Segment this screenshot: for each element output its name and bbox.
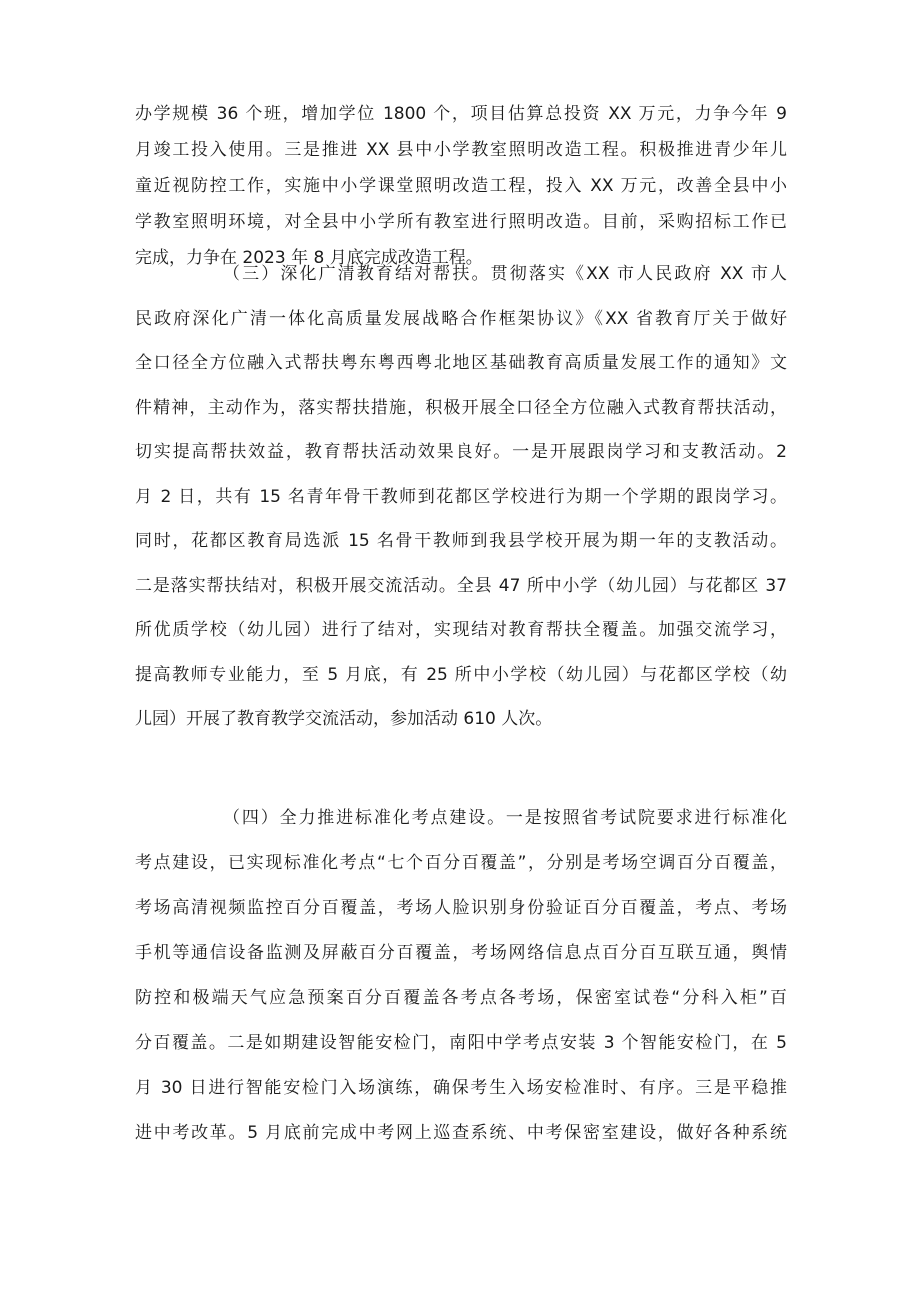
section-heading-line: （三）深化广清教育结对帮扶。贯彻落实《XX 市人民政府 XX 市人 [223,264,787,284]
text-line: 月 30 日进行智能安检门入场演练，确保考生入场安检准时、有序。三是平稳推 [135,1078,787,1098]
section-heading-line: （四）全力推进标准化考点建设。一是按照省考试院要求进行标准化 [223,808,787,828]
text-line: 件精神，主动作为，落实帮扶措施，积极开展全口径全方位融入式教育帮扶活动， [135,397,787,418]
paragraph-continuation [135,96,787,276]
text-line: 同时，花都区教育局选派 15 名骨干教师到我县学校开展为期一年的支教活动。 [135,531,787,551]
text-line: 手机等通信设备监测及屏蔽百分百覆盖，考场网络信息点百分百互联互通，舆情 [135,943,787,963]
text-line: 儿园）开展了教育教学交流活动，参加活动 610 人次。 [135,709,553,729]
paragraph-section-3 [135,252,787,742]
text-line: 切实提高帮扶效益，教育帮扶活动效果良好。一是开展跟岗学习和支教活动。2 [135,442,787,462]
text-line: 完成，力争在 2023 年 8 月底完成改造工程。 [135,248,483,268]
text-line: 分百覆盖。二是如期建设智能安检门，南阳中学考点安装 3 个智能安检门，在 5 [135,1033,787,1053]
paragraph-section-4 [135,796,787,1156]
text-line: 考点建设，已实现标准化考点“七个百分百覆盖”，分别是考场空调百分百覆盖， [135,853,787,873]
text-line: 学教室照明环境，对全县中小学所有教室进行照明改造。目前，采购招标工作已 [135,212,787,232]
text-line: 全口径全方位融入式帮扶粤东粤西粤北地区基础教育高质量发展工作的通知》文 [135,353,787,373]
text-line: 月 2 日，共有 15 名青年骨干教师到花都区学校进行为期一个学期的跟岗学习。 [135,486,787,507]
text-line: 民政府深化广清一体化高质量发展战略合作框架协议》《XX 省教育厅关于做好 [135,308,787,329]
text-line: 办学规模 36 个班，增加学位 1800 个，项目估算总投资 XX 万元，力争今年 9 [135,104,787,124]
text-line: 童近视防控工作，实施中小学课堂照明改造工程，投入 XX 万元，改善全县中小 [135,176,787,196]
text-line: 考场高清视频监控百分百覆盖，考场人脸识别身份验证百分百覆盖，考点、考场 [135,898,787,918]
text-line: 防控和极端天气应急预案百分百覆盖各考点各考场，保密室试卷“分科入柜”百 [135,988,787,1008]
text-line: 二是落实帮扶结对，积极开展交流活动。全县 47 所中小学（幼儿园）与花都区 37 [135,575,787,596]
text-line: 所优质学校（幼儿园）进行了结对，实现结对教育帮扶全覆盖。加强交流学习， [135,620,787,640]
text-line: 进中考改革。5 月底前完成中考网上巡查系统、中考保密室建设，做好各种系统 [135,1123,787,1143]
text-line: 提高教师专业能力，至 5 月底，有 25 所中小学校（幼儿园）与花都区学校（幼 [135,664,787,685]
text-line: 月竣工投入使用。三是推进 XX 县中小学教室照明改造工程。积极推进青少年儿 [135,140,787,160]
